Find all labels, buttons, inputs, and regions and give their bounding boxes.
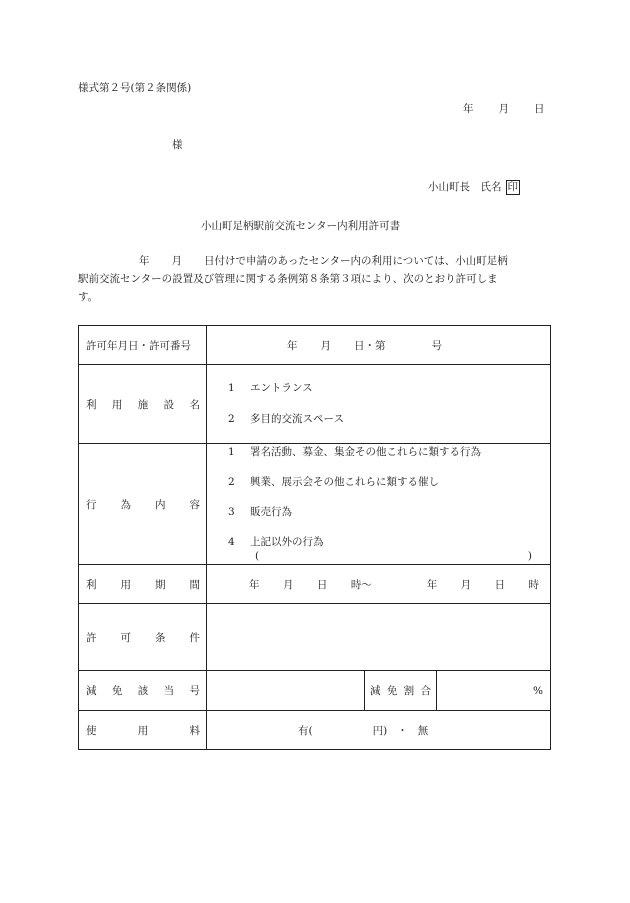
exemption-label: 減 免 該 当 号 bbox=[86, 685, 200, 697]
conditions-value-cell bbox=[207, 604, 551, 671]
facility-label-cell bbox=[79, 365, 207, 444]
percent-sign: % bbox=[533, 684, 543, 697]
activity-option: 4 上記以外の行為 bbox=[228, 536, 324, 548]
body-month: 月 bbox=[171, 255, 182, 267]
facility-option: 1 エントランス bbox=[228, 382, 313, 394]
seal-mark: 印 bbox=[507, 181, 518, 193]
row-permit bbox=[79, 326, 551, 365]
activity-label: 行 為 内 容 bbox=[86, 498, 200, 511]
fee-value bbox=[207, 723, 550, 738]
permit-table bbox=[78, 325, 551, 750]
paren-close: ) bbox=[527, 550, 532, 562]
period-label-cell bbox=[79, 565, 207, 604]
fee-yen: 円) bbox=[372, 724, 388, 737]
exemption-number-field bbox=[207, 671, 365, 710]
date-day: 日 bbox=[534, 103, 545, 115]
body-year: 年 bbox=[139, 255, 150, 267]
conditions-label: 許 可 条 件 bbox=[86, 631, 200, 644]
permit-value-cell bbox=[207, 326, 551, 365]
row-period bbox=[79, 565, 551, 604]
row-conditions bbox=[79, 604, 551, 671]
period-label: 利 用 期 間 bbox=[86, 578, 200, 591]
date-month: 月 bbox=[498, 103, 509, 115]
row-fee bbox=[79, 711, 551, 750]
exemption-rate-field bbox=[437, 671, 550, 710]
fee-has: 有( bbox=[298, 724, 313, 737]
row-exemption bbox=[79, 671, 551, 711]
body-text bbox=[78, 252, 508, 306]
row-activity bbox=[79, 444, 551, 565]
activity-label-cell bbox=[79, 444, 207, 565]
fee-none: 無 bbox=[417, 724, 429, 737]
paren-open: ( bbox=[255, 550, 260, 562]
date-year: 年 bbox=[463, 103, 474, 115]
facility-option: 2 多目的交流スペース bbox=[228, 413, 344, 425]
issuer-name: 小山町長 氏名 bbox=[428, 181, 502, 193]
permit-label-cell bbox=[79, 326, 207, 365]
body-line-3: す。 bbox=[78, 291, 99, 303]
permit-value: 年 月 日・第 号 bbox=[287, 339, 442, 352]
period-value-cell bbox=[207, 565, 551, 604]
exemption-label-cell bbox=[79, 671, 207, 711]
exemption-split bbox=[207, 671, 550, 710]
permit-label: 許可年月日・許可番号 bbox=[86, 339, 191, 352]
exemption-rate-label: 減 免 割 合 bbox=[365, 671, 437, 710]
fee-separator: ・ bbox=[397, 724, 408, 737]
exemption-value-cell bbox=[207, 671, 551, 711]
facility-options-cell bbox=[207, 365, 551, 444]
fee-label: 使 用 料 bbox=[86, 724, 200, 737]
body-line-2: 駅前交流センターの設置及び管理に関する条例第８条第３項により、次のとおり許可しま bbox=[78, 273, 498, 285]
facility-label: 利 用 施 設 名 bbox=[86, 398, 200, 411]
period-value: 年 月 日 時〜 年 月 日 時 bbox=[249, 578, 539, 591]
conditions-label-cell bbox=[79, 604, 207, 671]
issuer bbox=[428, 180, 520, 195]
activity-option: 1 署名活動、募金、集金その他これらに類する行為 bbox=[228, 446, 481, 458]
fee-label-cell bbox=[79, 711, 207, 750]
fee-value-cell bbox=[207, 711, 551, 750]
activity-options-cell bbox=[207, 444, 551, 565]
document-title: 小山町足柄駅前交流センター内利用許可書 bbox=[201, 220, 401, 232]
row-facility bbox=[79, 365, 551, 444]
form-number: 様式第２号(第２条関係) bbox=[78, 82, 192, 94]
body-line-1 bbox=[78, 252, 508, 270]
header-date bbox=[463, 101, 545, 116]
body-day: 日付けで申請のあったセンター内の利用については、小山町足柄 bbox=[204, 255, 508, 267]
addressee-suffix: 様 bbox=[172, 139, 183, 151]
activity-option: 2 興業、展示会その他これらに類する催し bbox=[228, 476, 439, 488]
activity-other-parens bbox=[207, 550, 550, 564]
activity-option: 3 販売行為 bbox=[228, 506, 292, 518]
